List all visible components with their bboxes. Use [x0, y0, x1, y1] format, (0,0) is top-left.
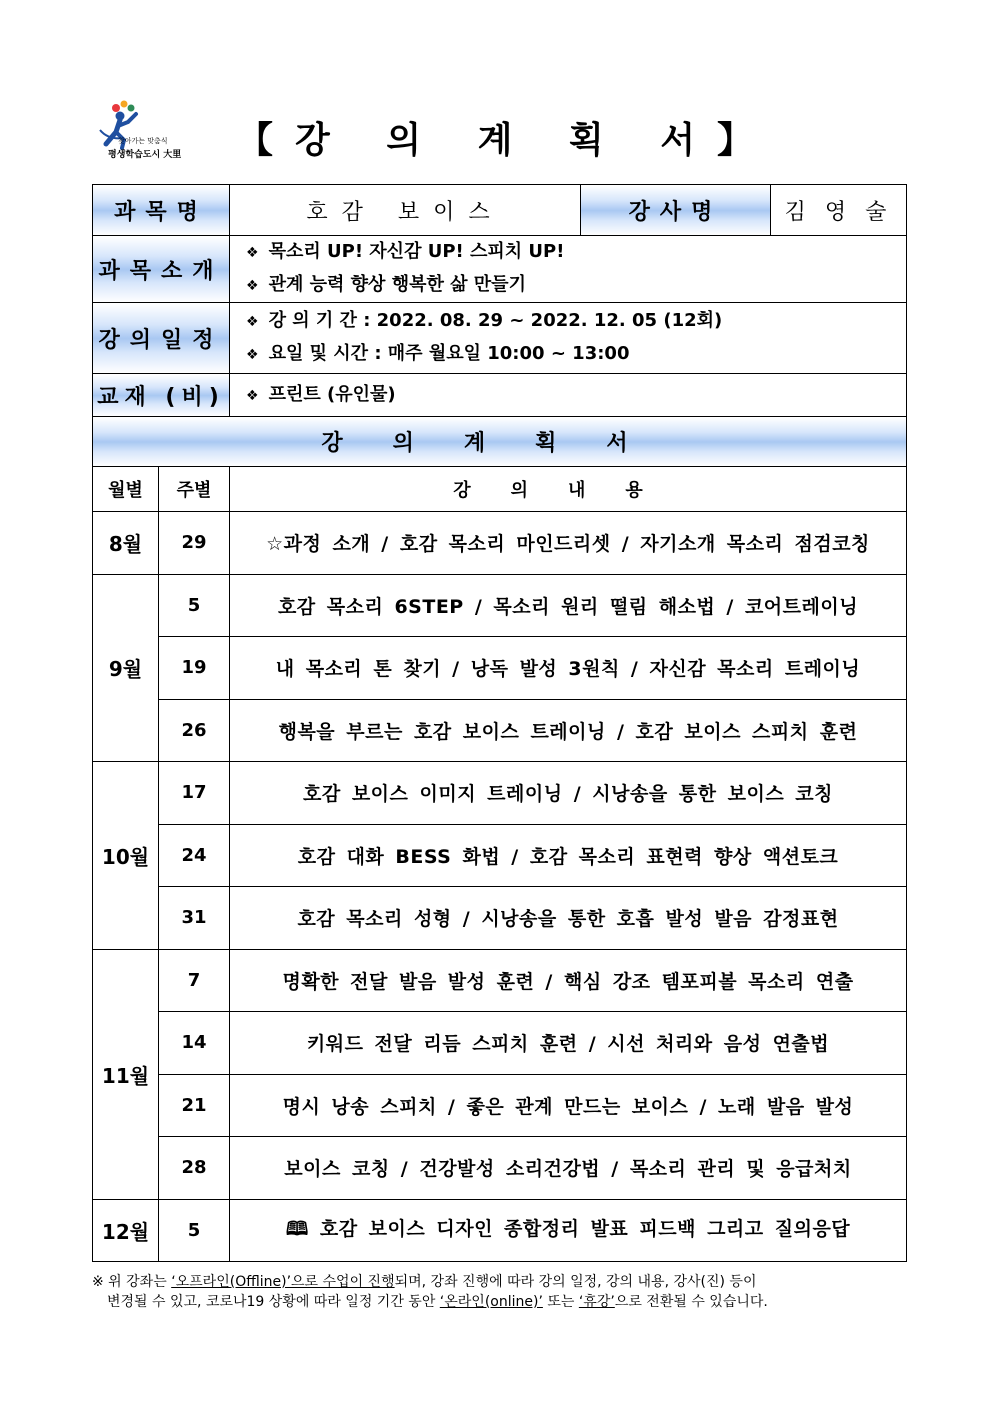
table-row [93, 1074, 907, 1137]
content-cell: 호감 목소리 성형 / 시낭송을 통한 호흡 발성 발음 감정표현 [230, 887, 907, 950]
col-content-header: 강의내용 [230, 467, 907, 512]
content-cell: 명확한 전달 발음 발성 훈련 / 핵심 강조 템포피볼 목소리 연출 [230, 949, 907, 1012]
content-cell: 호감 목소리 6STEP / 목소리 원리 떨림 해소법 / 코어트레이닝 [230, 574, 907, 637]
bullet-icon: ❖ [246, 245, 259, 261]
content-cell: 행복을 부르는 호감 보이스 트레이닝 / 호감 보이스 스피치 훈련 [230, 699, 907, 762]
subject-value: 호감 보이스 [230, 185, 581, 236]
table-row [93, 637, 907, 700]
week-cell: 24 [159, 824, 230, 887]
table-row [93, 824, 907, 887]
subject-label: 과목명 [93, 185, 230, 236]
teacher-label: 강사명 [581, 185, 771, 236]
footnote-line-2: 변경될 수 있고, 코로나19 상황에 따라 일정 기간 동안 ‘온라인(online)’ 또는 ‘휴강’으로 전환될 수 있습니다. [107, 1294, 768, 1310]
material-value: 프린트 (유인물) [268, 383, 396, 405]
content-cell: 명시 낭송 스피치 / 좋은 관계 만드는 보이스 / 노래 발음 발성 [230, 1074, 907, 1137]
table-row [93, 762, 907, 825]
month-cell: 8월 [93, 512, 159, 575]
footnote-line-1: ※ 위 강좌는 ‘오프라인(Offline)’으로 수업이 진행되며, 강좌 진행에 따라 강의 일정, 강의 내용, 강사(진) 등이 [92, 1274, 757, 1290]
week-cell: 31 [159, 887, 230, 950]
schedule-label: 강의일정 [93, 303, 230, 374]
logo-tagline: 찾아가는 맞춤식 [118, 137, 168, 145]
intro-content [230, 236, 907, 303]
content-cell: 내 목소리 톤 찾기 / 낭독 발성 3원칙 / 자신감 목소리 트레이닝 [230, 637, 907, 700]
table-row [93, 574, 907, 637]
plan-banner: 강의계획서 [93, 417, 907, 467]
content-cell: 호감 대화 BESS 화법 / 호감 목소리 표현력 향상 액션토크 [230, 824, 907, 887]
table-row [93, 1012, 907, 1075]
table-row [93, 1137, 907, 1200]
month-cell: 12월 [93, 1199, 159, 1262]
week-cell: 29 [159, 512, 230, 575]
table-row [93, 1199, 907, 1262]
intro-label: 과목소개 [93, 236, 230, 303]
intro-item: ❖ 관계 능력 향상 행복한 삶 만들기 [246, 274, 526, 295]
material-label: 교재 (비) [93, 374, 230, 417]
month-cell: 11월 [93, 949, 159, 1199]
month-cell: 9월 [93, 574, 159, 762]
bullet-icon: ❖ [246, 347, 259, 363]
footnote [92, 1272, 912, 1312]
schedule-item: ❖ 강 의 기 간 : 2022. 08. 29 ~ 2022. 12. 05 (12회) [246, 310, 723, 331]
week-cell: 26 [159, 699, 230, 762]
content-cell: 보이스 코칭 / 건강발성 소리건강법 / 목소리 관리 및 응급처치 [230, 1137, 907, 1200]
bullet-icon: ❖ [246, 278, 259, 294]
logo-city: 평생학습도시 大里 [108, 150, 182, 160]
intro-item: ❖ 목소리 UP! 자신감 UP! 스피치 UP! [246, 241, 565, 262]
table-row [93, 512, 907, 575]
content-cell: 🕮 호감 보이스 디자인 종합정리 발표 피드백 그리고 질의응답 [230, 1199, 907, 1262]
col-month-header: 월별 [93, 467, 159, 512]
bullet-icon: ❖ [246, 387, 259, 404]
week-cell: 17 [159, 762, 230, 825]
bullet-icon: ❖ [246, 314, 259, 330]
week-cell: 19 [159, 637, 230, 700]
content-cell: ☆과정 소개 / 호감 목소리 마인드리셋 / 자기소개 목소리 점검코칭 [230, 512, 907, 575]
table-row [93, 887, 907, 950]
schedule-content [230, 303, 907, 374]
page-title: 【강 의 계 획 서】 [236, 120, 775, 161]
week-cell: 14 [159, 1012, 230, 1075]
table-row [93, 699, 907, 762]
content-cell: 키워드 전달 리듬 스피치 훈련 / 시선 처리와 음성 연출법 [230, 1012, 907, 1075]
week-cell: 5 [159, 1199, 230, 1262]
week-cell: 7 [159, 949, 230, 1012]
content-cell: 호감 보이스 이미지 트레이닝 / 시낭송을 통한 보이스 코칭 [230, 762, 907, 825]
plan-rows [93, 512, 907, 1262]
lecture-plan-table [92, 184, 907, 1262]
table-row [93, 949, 907, 1012]
month-cell: 10월 [93, 762, 159, 950]
week-cell: 21 [159, 1074, 230, 1137]
schedule-item: ❖ 요일 및 시간 : 매주 월요일 10:00 ~ 13:00 [246, 343, 630, 364]
material-content [230, 374, 907, 417]
teacher-value: 김 영 술 [771, 185, 907, 236]
week-cell: 28 [159, 1137, 230, 1200]
col-week-header: 주별 [159, 467, 230, 512]
week-cell: 5 [159, 574, 230, 637]
